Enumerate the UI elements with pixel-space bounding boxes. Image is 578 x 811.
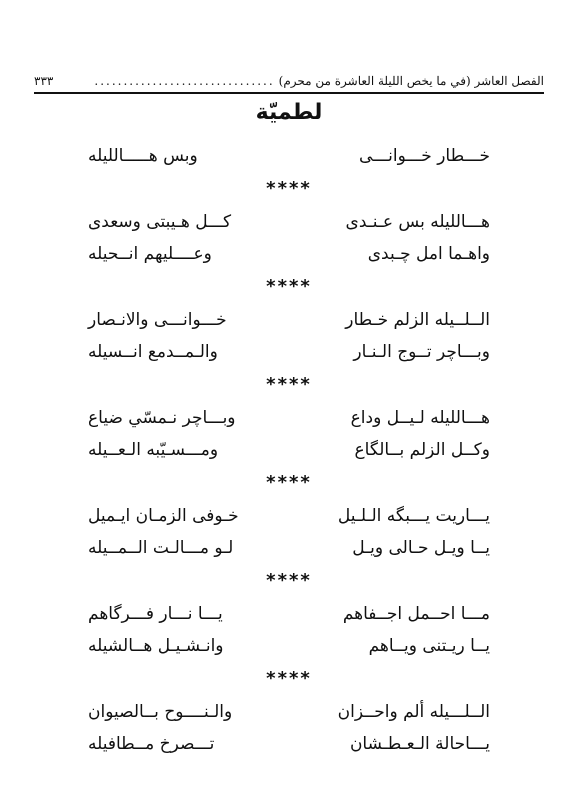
running-header <box>34 62 544 88</box>
stanza-separator: **** <box>266 276 312 297</box>
verse-line <box>88 630 490 662</box>
stanza-separator: **** <box>266 668 312 689</box>
poem-title: لطميّة <box>255 100 323 125</box>
verse-line <box>88 598 490 630</box>
stanza-separator: **** <box>266 570 312 591</box>
verse-right-hemistich: يــا ريـتنى ويــاهم <box>368 636 490 656</box>
chapter-title: الفصل العاشر (في ما يخص الليلة العاشرة من محرم) <box>278 74 544 88</box>
verse-left-hemistich: والـمــدمع انــسيله <box>88 342 218 362</box>
verse-right-hemistich: هـــالليله لـيــل وداع <box>350 408 490 428</box>
verse-line <box>88 728 490 760</box>
page-number: ٣٣٣ <box>34 74 54 88</box>
verse-line <box>88 500 490 532</box>
leader-dots: ............................... <box>94 74 275 88</box>
verse-right-hemistich: وكــل الزلم بــالگاع <box>354 440 490 460</box>
verse-line <box>88 304 490 336</box>
verse-line <box>88 402 490 434</box>
verse-right-hemistich: وبـــاچر تــوج الـنـار <box>353 342 490 362</box>
stanza-separator: **** <box>266 374 312 395</box>
verse-left-hemistich: وعــــليهم انــحيله <box>88 244 212 264</box>
verse-left-hemistich: خـوفى الزمـان ايـميل <box>88 506 239 526</box>
verse-right-hemistich: يـــاريت يـــبگه الـلـيل <box>337 506 490 526</box>
header-rule <box>34 92 544 94</box>
verse-left-hemistich: والـنــــوح بــالصيوان <box>88 702 233 722</box>
verse-line <box>88 434 490 466</box>
verse-right-hemistich: الــلــيله الزلم خـطار <box>345 310 490 330</box>
verse-right-hemistich: يــا ويـل حـالى ويـل <box>352 538 490 558</box>
verse-left-hemistich: وبس هـــــالليله <box>88 146 198 166</box>
verse-right-hemistich: مـــا احــمل اجــفاهم <box>342 604 490 624</box>
verse-line <box>88 206 490 238</box>
verse-left-hemistich: خـــوانـــى والانـصار <box>88 310 227 330</box>
verse-left-hemistich: ومـــسـيّبه الـعــيله <box>88 440 219 460</box>
verse-right-hemistich: هـــالليله بس عـنـدى <box>345 212 490 232</box>
verse-right-hemistich: يـــاحالة الـعـطـشان <box>349 734 490 754</box>
verse-line <box>88 696 490 728</box>
poem-body <box>88 140 490 760</box>
stanza-separator: **** <box>266 472 312 493</box>
verse-right-hemistich: الــلـــيله ألم واحــزان <box>337 702 490 722</box>
verse-right-hemistich: واهـما امل چـبدى <box>367 244 490 264</box>
verse-right-hemistich: خـــطار خـــوانـــى <box>359 146 490 166</box>
verse-left-hemistich: وانـشـيـل هــالشيله <box>88 636 224 656</box>
verse-line <box>88 140 490 172</box>
verse-left-hemistich: وبـــاچر نـمسّي ضياع <box>88 408 236 428</box>
verse-left-hemistich: كـــل هـيبتى وسعدى <box>88 212 232 232</box>
verse-left-hemistich: تـــصرخ مــطافيله <box>88 734 215 754</box>
verse-line <box>88 336 490 368</box>
verse-left-hemistich: لـو مـــالـت الــمــيله <box>88 538 234 558</box>
verse-line <box>88 532 490 564</box>
verse-left-hemistich: يـــا نـــار فـــرگاهم <box>88 604 223 624</box>
stanza-separator: **** <box>266 178 312 199</box>
verse-line <box>88 238 490 270</box>
